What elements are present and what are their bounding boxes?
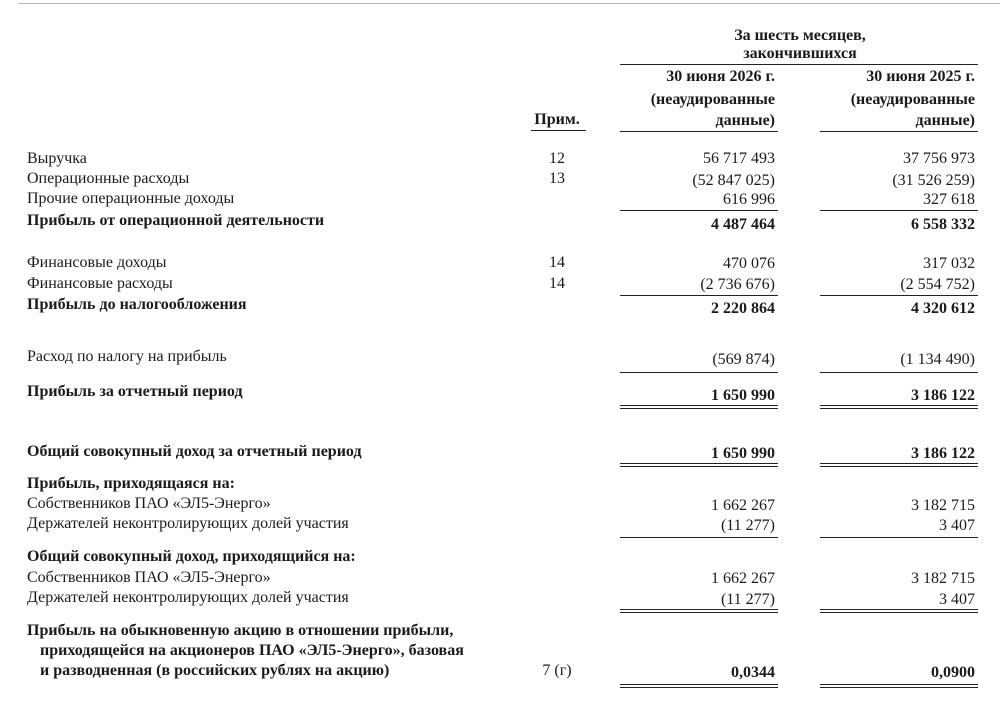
fin-income-2026: 470 076 bbox=[723, 255, 775, 272]
profit-owners-2025: 3 182 715 bbox=[911, 497, 975, 514]
net-profit-rule-2026 bbox=[620, 372, 778, 373]
eps-2025: 0,0900 bbox=[931, 664, 975, 681]
fin-expense-2026: (2 736 676) bbox=[700, 276, 775, 293]
fin-expense-2025: (2 554 752) bbox=[900, 276, 975, 293]
col-2025-audit: (неаудированные bbox=[850, 91, 975, 108]
ci-nci-label: Держателей неконтролирующих долей участия bbox=[27, 589, 349, 606]
pretax-2026: 2 220 864 bbox=[711, 300, 775, 317]
profit-attr-rule-2025 bbox=[820, 537, 978, 538]
eps-label-line2: приходящейся на акционеров ПАО «ЭЛ5-Энерго», базовая bbox=[40, 642, 464, 659]
eps-2026: 0,0344 bbox=[731, 664, 775, 681]
tax-label: Расход по налогу на прибыль bbox=[27, 348, 227, 365]
eps-label-line3: и разводненная (в российских рублях на акцию) bbox=[40, 662, 390, 679]
opex-note: 13 bbox=[549, 170, 565, 187]
scan-top-edge bbox=[18, 3, 1000, 4]
op-profit-2025: 6 558 332 bbox=[911, 216, 975, 233]
eps-label-line1: Прибыль на обыкновенную акцию в отношении прибыли, bbox=[27, 622, 454, 639]
op-subtotal-rule-2026 bbox=[620, 210, 778, 211]
col-2025-header-underline bbox=[820, 131, 978, 132]
eps-double-rule-2026 bbox=[620, 684, 778, 688]
op-profit-label: Прибыль от операционной деятельности bbox=[27, 212, 325, 229]
ci-attr-double-rule-2026 bbox=[620, 609, 778, 613]
period-heading-line1: За шесть месяцев, bbox=[734, 27, 866, 44]
other-income-2025: 327 618 bbox=[923, 191, 975, 208]
col-2026-date: 30 июня 2026 г. bbox=[666, 68, 775, 85]
profit-attr-rule-2026 bbox=[620, 537, 778, 538]
total-ci-2026: 1 650 990 bbox=[711, 445, 775, 462]
net-profit-double-rule-2025 bbox=[820, 405, 978, 409]
ci-nci-2025: 3 407 bbox=[939, 591, 975, 608]
net-profit-double-rule-2026 bbox=[620, 405, 778, 409]
net-profit-rule-2025 bbox=[820, 372, 978, 373]
ci-nci-2026: (11 277) bbox=[720, 591, 775, 608]
ci-owners-label: Собственников ПАО «ЭЛ5-Энерго» bbox=[27, 569, 271, 586]
col-2026-audit: (неаудированные bbox=[650, 91, 775, 108]
period-heading-underline bbox=[620, 64, 978, 65]
total-ci-label: Общий совокупный доход за отчетный период bbox=[27, 443, 362, 460]
profit-owners-label: Собственников ПАО «ЭЛ5-Энерго» bbox=[27, 495, 271, 512]
eps-note: 7 (г) bbox=[542, 662, 572, 679]
profit-nci-label: Держателей неконтролирующих долей участия bbox=[27, 515, 349, 532]
op-subtotal-rule-2025 bbox=[820, 210, 978, 211]
tax-2026: (569 874) bbox=[712, 351, 775, 368]
profit-owners-2026: 1 662 267 bbox=[711, 497, 775, 514]
profit-nci-2026: (11 277) bbox=[720, 517, 775, 534]
net-profit-2026: 1 650 990 bbox=[711, 387, 775, 404]
fin-expense-note: 14 bbox=[549, 275, 565, 292]
net-profit-2025: 3 186 122 bbox=[911, 387, 975, 404]
pretax-rule-2025 bbox=[820, 295, 978, 296]
total-ci-double-rule-2026 bbox=[620, 463, 778, 467]
revenue-label: Выручка bbox=[27, 150, 87, 167]
revenue-note: 12 bbox=[549, 150, 565, 167]
ci-owners-2026: 1 662 267 bbox=[711, 570, 775, 587]
col-2025-date: 30 июня 2025 г. bbox=[866, 68, 975, 85]
period-heading-line2: закончившихся bbox=[743, 45, 857, 62]
fin-income-note: 14 bbox=[549, 254, 565, 271]
total-ci-double-rule-2025 bbox=[820, 463, 978, 467]
opex-label: Операционные расходы bbox=[27, 170, 190, 187]
total-ci-2025: 3 186 122 bbox=[911, 445, 975, 462]
note-column-header: Прим. bbox=[534, 111, 580, 128]
fin-expense-label: Финансовые расходы bbox=[27, 275, 173, 292]
opex-2025: (31 526 259) bbox=[892, 172, 975, 189]
ci-attributable-heading: Общий совокупный доход, приходящийся на: bbox=[27, 548, 356, 565]
profit-nci-2025: 3 407 bbox=[939, 517, 975, 534]
other-income-label: Прочие операционные доходы bbox=[27, 190, 235, 207]
ci-attr-double-rule-2025 bbox=[820, 609, 978, 613]
fin-income-2025: 317 032 bbox=[923, 255, 975, 272]
fin-income-label: Финансовые доходы bbox=[27, 254, 167, 271]
revenue-2026: 56 717 493 bbox=[703, 150, 775, 167]
op-profit-2026: 4 487 464 bbox=[711, 216, 775, 233]
other-income-2026: 616 996 bbox=[723, 191, 775, 208]
note-header-underline bbox=[531, 130, 586, 131]
tax-2025: (1 134 490) bbox=[900, 351, 975, 368]
ci-owners-2025: 3 182 715 bbox=[911, 570, 975, 587]
profit-attributable-heading: Прибыль, приходящаяся на: bbox=[27, 475, 235, 492]
opex-2026: (52 847 025) bbox=[692, 172, 775, 189]
col-2026-data: данные) bbox=[715, 112, 775, 129]
col-2026-header-underline bbox=[620, 131, 778, 132]
pretax-rule-2026 bbox=[620, 295, 778, 296]
revenue-2025: 37 756 973 bbox=[903, 150, 975, 167]
eps-double-rule-2025 bbox=[820, 684, 978, 688]
pretax-label: Прибыль до налогообложения bbox=[27, 296, 247, 313]
col-2025-data: данные) bbox=[915, 112, 975, 129]
pretax-2025: 4 320 612 bbox=[911, 300, 975, 317]
net-profit-label: Прибыль за отчетный период bbox=[27, 383, 243, 400]
